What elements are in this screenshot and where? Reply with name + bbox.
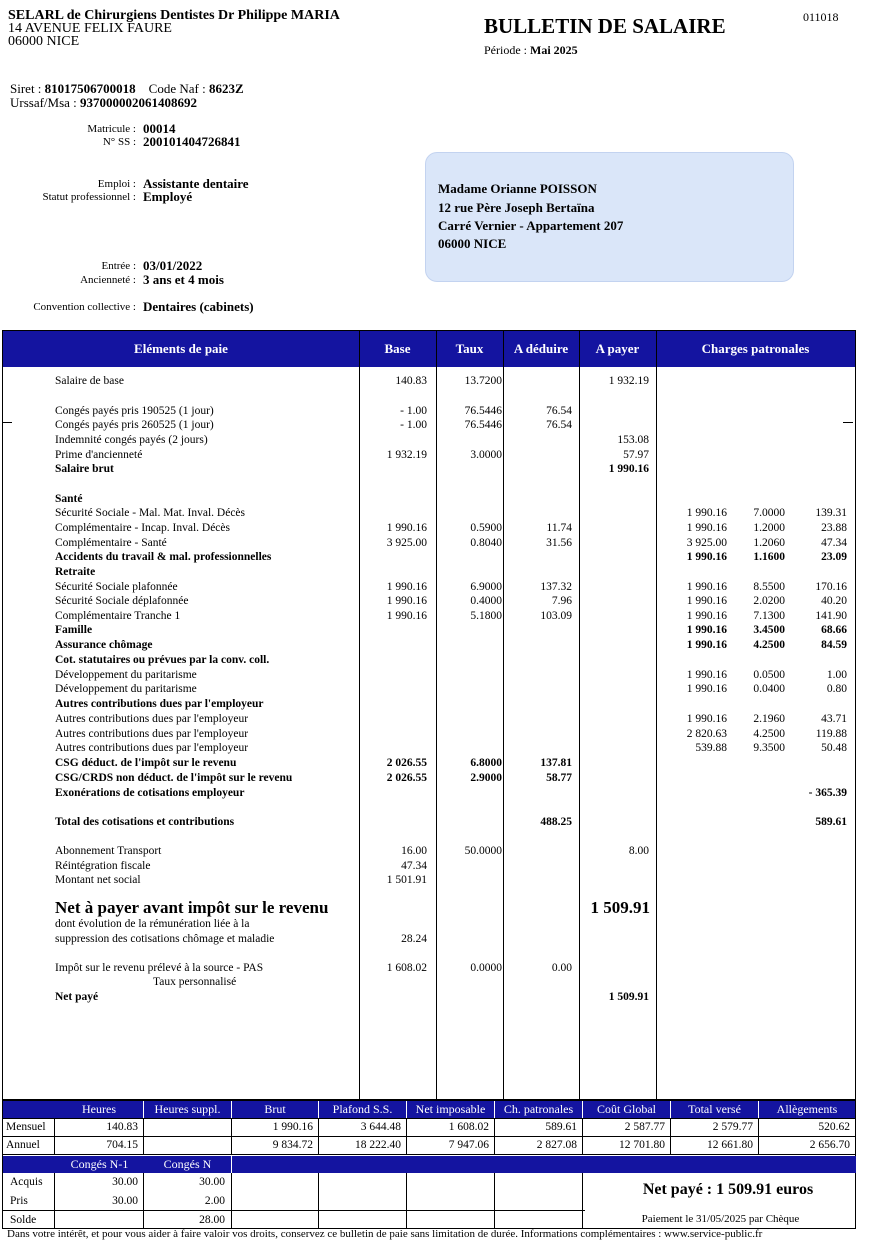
- pay-table: [2, 330, 856, 1100]
- row-label: Autres contributions dues par l'employeur: [55, 698, 264, 710]
- periode: [484, 43, 578, 58]
- grid-line: [406, 1118, 407, 1154]
- row-taux: 2.9000: [470, 772, 502, 784]
- row-label: Net payé: [55, 991, 99, 1003]
- row-base: 1 608.02: [386, 962, 427, 974]
- pay-row: [3, 712, 855, 726]
- pay-row: [3, 932, 855, 946]
- row-taux: 6.8000: [470, 757, 502, 769]
- row-deduire: 0.00: [551, 962, 572, 974]
- row-patronal-base: 1 990.16: [686, 595, 727, 607]
- row-label: Santé: [55, 493, 83, 505]
- urssaf-value: 937000002061408692: [80, 95, 198, 110]
- row-label: Complémentaire Tranche 1: [55, 610, 181, 622]
- pay-row: [3, 433, 855, 447]
- periode-label: Période :: [484, 43, 527, 57]
- row-label: CSG/CRDS non déduct. de l'impôt sur le revenu: [55, 772, 293, 784]
- annuel-cell: 18 222.40: [355, 1139, 401, 1151]
- row-label: Autres contributions dues par l'employeur: [55, 728, 249, 740]
- summary-header: Brut: [232, 1101, 318, 1118]
- row-patronal-taux: 1.2000: [753, 522, 785, 534]
- row-patronal-base: 1 990.16: [686, 683, 727, 695]
- mensuel-cell: 1 608.02: [448, 1121, 489, 1133]
- row-patronal-taux: 2.1960: [753, 713, 785, 725]
- row-base: 16.00: [401, 845, 427, 857]
- row-label: Prime d'ancienneté: [55, 449, 143, 461]
- grid-line: [2, 1210, 585, 1211]
- row-base: 1 990.16: [386, 610, 427, 622]
- row-label: Complémentaire - Incap. Inval. Décès: [55, 522, 230, 534]
- row-patronal-taux: 3.4500: [753, 624, 785, 636]
- grid-line: [231, 1173, 232, 1229]
- row-label: Abonnement Transport: [55, 845, 162, 857]
- pay-row: [3, 697, 855, 711]
- conges-n1-value: [55, 1212, 138, 1229]
- net-paye-total: Net payé : 1 509.91 euros: [642, 1181, 814, 1198]
- row-base: - 1.00: [400, 405, 427, 417]
- pay-row: [3, 961, 855, 975]
- pay-row: [3, 565, 855, 579]
- row-patronal-montant: 84.59: [821, 639, 847, 651]
- grid-line: [54, 1118, 55, 1154]
- row-base: 2 026.55: [386, 772, 427, 784]
- row-patronal-montant: 170.16: [815, 581, 847, 593]
- col-deduire: A déduire: [513, 341, 569, 356]
- row-patronal-montant: - 365.39: [808, 787, 847, 799]
- annuel-cell: 2 827.08: [536, 1139, 577, 1151]
- grid-line: [2, 1136, 856, 1137]
- row-patronal-montant: 589.61: [815, 816, 847, 828]
- conges-n-value: 30.00: [199, 1176, 225, 1188]
- grid-line: [2, 1118, 856, 1119]
- row-label: Développement du paritarisme: [55, 669, 197, 681]
- row-patronal-montant: 119.88: [815, 728, 847, 740]
- row-taux: 13.7200: [464, 375, 502, 387]
- row-patronal-taux: 1.2060: [753, 537, 785, 549]
- row-label: Développement du paritarisme: [55, 683, 197, 695]
- summary-header: Net imposable: [407, 1101, 494, 1118]
- row-patronal-base: 3 925.00: [686, 537, 727, 549]
- row-deduire: 58.77: [546, 772, 572, 784]
- pay-row: [3, 638, 855, 652]
- pay-row: [3, 448, 855, 462]
- annuel-cell: 2 656.70: [809, 1139, 850, 1151]
- row-label: Exonérations de cotisations employeur: [55, 787, 245, 799]
- row-patronal-montant: 1.00: [826, 669, 847, 681]
- row-patronal-montant: 47.34: [821, 537, 847, 549]
- annuel-cell: 7 947.06: [448, 1139, 489, 1151]
- conges-n-value: 28.00: [199, 1214, 225, 1226]
- annuel-cell: [144, 1137, 226, 1154]
- recipient-street: 12 rue Père Joseph Bertaïna: [438, 200, 595, 215]
- pay-row: [3, 623, 855, 637]
- pay-row: [3, 859, 855, 873]
- pay-row: [3, 668, 855, 682]
- row-base: 1 990.16: [386, 595, 427, 607]
- row-base: 2 026.55: [386, 757, 427, 769]
- pay-row: [3, 404, 855, 418]
- pay-row: [3, 521, 855, 535]
- row-label: Autres contributions dues par l'employeur: [55, 742, 249, 754]
- pay-table-header: [3, 331, 855, 367]
- grid-line: [494, 1118, 495, 1154]
- row-taux: 0.0000: [470, 962, 502, 974]
- grid-line: [318, 1118, 319, 1154]
- grid-line: [231, 1118, 232, 1154]
- urssaf-label: Urssaf/Msa :: [10, 95, 77, 110]
- mensuel-cell: 589.61: [545, 1121, 577, 1133]
- row-label: Sécurité Sociale plafonnée: [55, 581, 178, 593]
- nss-label: N° SS :: [102, 136, 136, 148]
- matricule-value: 00014: [143, 121, 176, 136]
- conges-header-n: Congés N: [144, 1156, 231, 1173]
- row-label: Cot. statutaires ou prévues par la conv. coll.: [55, 654, 270, 666]
- row-label: Indemnité congés payés (2 jours): [55, 434, 208, 446]
- row-patronal-taux: 1.1600: [753, 551, 785, 563]
- annuel-cell: 12 701.80: [619, 1139, 665, 1151]
- mensuel-cell: 140.83: [106, 1121, 138, 1133]
- grid-line: [143, 1173, 144, 1229]
- row-taux: 0.5900: [470, 522, 502, 534]
- mensuel-cell: 520.62: [818, 1121, 850, 1133]
- statut-label: Statut professionnel :: [42, 191, 136, 203]
- entree-label: Entrée :: [101, 260, 136, 272]
- document-title: BULLETIN DE SALAIRE: [484, 14, 726, 38]
- row-label: Réintégration fiscale: [55, 860, 151, 872]
- pay-row: [3, 418, 855, 432]
- urssaf-line: [10, 95, 197, 111]
- summary-header-blank: [3, 1101, 55, 1118]
- row-deduire: 488.25: [540, 816, 572, 828]
- company-address-line1: 14 AVENUE FELIX FAURE: [8, 21, 172, 36]
- row-deduire: 137.32: [540, 581, 572, 593]
- mensuel-cell: 2 579.77: [712, 1121, 753, 1133]
- company-name: SELARL de Chirurgiens Dentistes Dr Philippe MARIA: [8, 8, 340, 23]
- siret-label: Siret :: [10, 81, 42, 96]
- net-avant-impot-label: Net à payer avant impôt sur le revenu: [55, 898, 329, 917]
- row-patronal-montant: 23.88: [821, 522, 847, 534]
- grid-line: [758, 1118, 759, 1154]
- grid-line: [143, 1118, 144, 1154]
- annuel-cell: 12 661.80: [707, 1139, 753, 1151]
- pay-row: [3, 844, 855, 858]
- row-patronal-taux: 7.0000: [753, 507, 785, 519]
- row-patronal-taux: 2.0200: [753, 595, 785, 607]
- grid-line: [494, 1173, 495, 1229]
- row-patronal-base: 1 990.16: [686, 522, 727, 534]
- row-patronal-base: 1 990.16: [686, 610, 727, 622]
- row-base: 1 990.16: [386, 581, 427, 593]
- row-label: suppression des cotisations chômage et maladie: [55, 933, 275, 945]
- anciennete-value: 3 ans et 4 mois: [143, 272, 224, 287]
- conges-header-fill: [232, 1156, 583, 1173]
- company-block: [8, 9, 340, 48]
- pay-row: [3, 462, 855, 476]
- row-payer: 1 990.16: [608, 463, 649, 475]
- grid-line: [406, 1173, 407, 1229]
- row-taux: 76.5446: [464, 419, 502, 431]
- row-patronal-montant: 43.71: [821, 713, 847, 725]
- grid-line: [2, 1154, 856, 1155]
- row-patronal-taux: 7.1300: [753, 610, 785, 622]
- convention-label: Convention collective :: [33, 301, 136, 313]
- row-deduire: 76.54: [546, 419, 572, 431]
- mensuel-cell: 2 587.77: [624, 1121, 665, 1133]
- pay-row: [3, 741, 855, 755]
- mensuel-cell: 3 644.48: [360, 1121, 401, 1133]
- col-taux: Taux: [455, 341, 484, 356]
- recipient-address-box: [425, 152, 794, 282]
- payment-info: Paiement le 31/05/2025 par Chèque: [641, 1213, 800, 1225]
- pay-row: [3, 682, 855, 696]
- row-taux: 5.1800: [470, 610, 502, 622]
- naf-label: Code Naf :: [148, 81, 206, 96]
- conges-n1-value: 30.00: [112, 1195, 138, 1207]
- grid-line: [318, 1173, 319, 1229]
- row-patronal-montant: 141.90: [815, 610, 847, 622]
- grid-line: [582, 1173, 583, 1229]
- row-patronal-base: 1 990.16: [686, 713, 727, 725]
- siret-value: 81017506700018: [44, 81, 136, 96]
- pay-row: [3, 990, 855, 1004]
- row-base: 28.24: [401, 933, 427, 945]
- row-deduire: 11.74: [546, 522, 572, 534]
- row-label: Salaire brut: [55, 463, 114, 475]
- row-label: Total des cotisations et contributions: [55, 816, 235, 828]
- pay-row: [3, 786, 855, 800]
- summary-header: Allègements: [759, 1101, 855, 1118]
- company-address-line2: 06000 NICE: [8, 34, 80, 49]
- entree-value: 03/01/2022: [143, 258, 203, 273]
- row-payer: 57.97: [623, 449, 649, 461]
- annuel-label: Annuel: [6, 1139, 40, 1151]
- taux-personnalise: Taux personnalisé: [153, 976, 237, 988]
- row-deduire: 7.96: [551, 595, 572, 607]
- grid-line: [54, 1173, 55, 1229]
- row-label: dont évolution de la rémunération liée à la: [55, 918, 250, 930]
- row-taux: 6.9000: [470, 581, 502, 593]
- conges-row-label: Solde: [10, 1214, 37, 1226]
- row-label: Salaire de base: [55, 375, 124, 387]
- pay-row: [3, 580, 855, 594]
- row-base: 1 990.16: [386, 522, 427, 534]
- row-patronal-taux: 8.5500: [753, 581, 785, 593]
- fold-mark: [843, 422, 853, 423]
- row-patronal-taux: 0.0500: [753, 669, 785, 681]
- fold-mark: [2, 422, 12, 423]
- pay-row: [3, 756, 855, 770]
- pay-row: [3, 506, 855, 520]
- statut-value: Employé: [143, 189, 193, 204]
- row-taux: 3.0000: [470, 449, 502, 461]
- pay-row: [3, 917, 855, 931]
- pay-row: [3, 873, 855, 887]
- pay-row: [3, 609, 855, 623]
- row-payer: 153.08: [617, 434, 649, 446]
- nss-value: 200101404726841: [143, 134, 241, 149]
- summary-header: Ch. patronales: [495, 1101, 582, 1118]
- emploi-label: Emploi :: [97, 178, 136, 190]
- row-deduire: 103.09: [540, 610, 572, 622]
- conges-n-value: 2.00: [204, 1195, 225, 1207]
- row-label: Accidents du travail & mal. professionnelles: [55, 551, 272, 563]
- conges-header-blank: [3, 1156, 55, 1173]
- row-label: Complémentaire - Santé: [55, 537, 167, 549]
- conges-header-fill: [583, 1156, 856, 1173]
- mensuel-cell: [144, 1119, 226, 1136]
- conges-row-label: Pris: [10, 1195, 28, 1207]
- col-patronales: Charges patronales: [701, 341, 810, 356]
- row-patronal-taux: 4.2500: [753, 639, 785, 651]
- row-patronal-base: 1 990.16: [686, 551, 727, 563]
- convention-value: Dentaires (cabinets): [143, 299, 254, 314]
- row-patronal-taux: 4.2500: [753, 728, 785, 740]
- row-patronal-base: 539.88: [695, 742, 727, 754]
- pay-row: [3, 536, 855, 550]
- row-label: Autres contributions dues par l'employeur: [55, 713, 249, 725]
- row-deduire: 76.54: [546, 405, 572, 417]
- matricule-label: Matricule :: [87, 123, 136, 135]
- summary-header: Plafond S.S.: [319, 1101, 406, 1118]
- pay-row: [3, 653, 855, 667]
- mensuel-cell: 1 990.16: [272, 1121, 313, 1133]
- row-base: 140.83: [395, 375, 427, 387]
- row-patronal-taux: 0.0400: [753, 683, 785, 695]
- row-label: Congés payés pris 190525 (1 jour): [55, 405, 214, 417]
- row-patronal-montant: 23.09: [821, 551, 847, 563]
- recipient-name: Madame Orianne POISSON: [438, 181, 597, 196]
- row-taux: 0.4000: [470, 595, 502, 607]
- row-label: CSG déduct. de l'impôt sur le revenu: [55, 757, 237, 769]
- row-label: Sécurité Sociale - Mal. Mat. Inval. Décès: [55, 507, 246, 519]
- row-patronal-base: 1 990.16: [686, 669, 727, 681]
- row-base: 3 925.00: [386, 537, 427, 549]
- pay-row: [3, 594, 855, 608]
- summary-header: Total versé: [671, 1101, 758, 1118]
- row-deduire: 31.56: [546, 537, 572, 549]
- recipient-city: 06000 NICE: [438, 236, 507, 251]
- pay-row: [3, 374, 855, 388]
- row-patronal-base: 1 990.16: [686, 581, 727, 593]
- document-number: 011018: [803, 10, 839, 24]
- summary-header: Heures: [55, 1101, 143, 1118]
- row-payer: 1 509.91: [608, 991, 649, 1003]
- row-patronal-montant: 0.80: [826, 683, 847, 695]
- row-taux: 76.5446: [464, 405, 502, 417]
- row-patronal-montant: 68.66: [821, 624, 847, 636]
- row-label: Montant net social: [55, 874, 141, 886]
- row-label: Impôt sur le revenu prélevé à la source - PAS: [55, 962, 264, 974]
- row-label: Congés payés pris 260525 (1 jour): [55, 419, 214, 431]
- grid-line: [670, 1118, 671, 1154]
- row-payer: 1 932.19: [608, 375, 649, 387]
- row-label: Sécurité Sociale déplafonnée: [55, 595, 189, 607]
- row-base: 1 501.91: [386, 874, 427, 886]
- recipient-complement: Carré Vernier - Appartement 207: [438, 218, 624, 233]
- conges-n1-value: 30.00: [112, 1176, 138, 1188]
- anciennete-label: Ancienneté :: [80, 274, 136, 286]
- row-label: Famille: [55, 624, 93, 636]
- row-patronal-montant: 50.48: [821, 742, 847, 754]
- row-base: - 1.00: [400, 419, 427, 431]
- col-elements: Eléments de paie: [134, 341, 228, 356]
- row-base: 47.34: [401, 860, 427, 872]
- summary-header: Heures suppl.: [144, 1101, 231, 1118]
- col-payer: A payer: [595, 341, 640, 356]
- emploi-value: Assistante dentaire: [143, 176, 249, 191]
- net-avant-impot-value: 1 509.91: [590, 898, 650, 917]
- row-patronal-montant: 139.31: [815, 507, 847, 519]
- row-taux: 0.8040: [470, 537, 502, 549]
- periode-value: Mai 2025: [530, 43, 578, 57]
- pay-row: [3, 815, 855, 829]
- row-base: 1 932.19: [386, 449, 427, 461]
- naf-value: 8623Z: [208, 81, 244, 96]
- annuel-cell: 704.15: [106, 1139, 138, 1151]
- pay-row: [3, 550, 855, 564]
- pay-row: [3, 771, 855, 785]
- row-patronal-montant: 40.20: [821, 595, 847, 607]
- grid-line: [582, 1118, 583, 1154]
- pay-row: [3, 492, 855, 506]
- row-patronal-base: 2 820.63: [686, 728, 727, 740]
- row-label: Assurance chômage: [55, 639, 153, 651]
- row-taux: 50.0000: [464, 845, 502, 857]
- conges-row-label: Acquis: [10, 1176, 43, 1188]
- row-patronal-base: 1 990.16: [686, 624, 727, 636]
- row-patronal-base: 1 990.16: [686, 507, 727, 519]
- row-patronal-base: 1 990.16: [686, 639, 727, 651]
- pay-row: [3, 727, 855, 741]
- mensuel-label: Mensuel: [6, 1121, 46, 1133]
- annuel-cell: 9 834.72: [272, 1139, 313, 1151]
- conges-header-n1: Congés N-1: [55, 1156, 144, 1173]
- summary-header: Coût Global: [583, 1101, 670, 1118]
- row-patronal-taux: 9.3500: [753, 742, 785, 754]
- col-base: Base: [384, 341, 411, 356]
- row-deduire: 137.81: [540, 757, 572, 769]
- row-label: Retraite: [55, 566, 96, 578]
- footer-note: Dans votre intérêt, et pour vous aider à faire valoir vos droits, conservez ce bulletin de paie sans limitation de durée. Informations complémentaires : www.service-public.fr: [7, 1228, 763, 1240]
- row-payer: 8.00: [628, 845, 649, 857]
